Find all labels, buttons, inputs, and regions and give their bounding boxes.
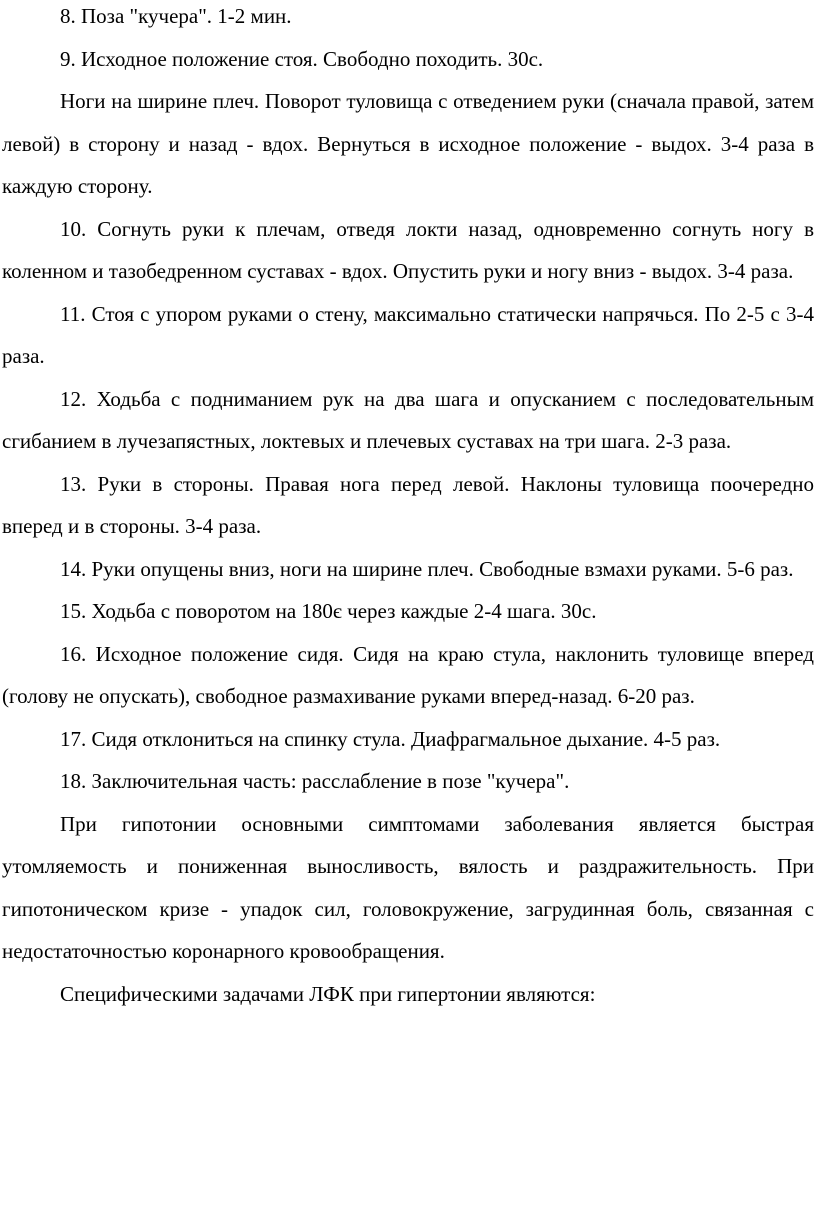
paragraph-item-15: 15. Ходьба с поворотом на 180є через каждые 2-4 шага. 30с. [60, 599, 597, 623]
paragraph-item-9: 9. Исходное положение стоя. Свободно походить. 30с. [60, 46, 544, 71]
paragraph-hypertension-tasks: Специфическими задачами ЛФК при гипертонии являются: [60, 981, 596, 1006]
paragraph-item-10: 10. Согнуть руки к плечам, отведя локти назад, одновременно согнуть ногу в коленном и тазобедренном суставах - вдох. Опустить руки и ногу вниз - выдох. 3-4 раза. [2, 216, 814, 283]
paragraph-item-17: 17. Сидя отклониться на спинку стула. Диафрагмальное дыхание. 4-5 раз. [60, 726, 721, 751]
paragraph-hypotension: При гипотонии основными симптомами заболевания является быстрая утомляемость и пониженная выносливость, вялость и раздражительность. При гипотоническом кризе - упадок сил, головокружение, загрудинная боль, связанная с недостаточностью коронарного кровообращения. [2, 811, 814, 963]
paragraph-item-16: 16. Исходное положение сидя. Сидя на краю стула, наклонить туловище вперед (голову не опускать), свободное размахивание руками вперед-назад. 6-20 раз. [2, 641, 814, 708]
paragraph-item-18: 18. Заключительная часть: расслабление в позе "кучера". [60, 769, 570, 793]
paragraph-item-14: 14. Руки опущены вниз, ноги на ширине плеч. Свободные взмахи руками. 5-6 раз. [60, 556, 794, 581]
paragraph-item-13: 13. Руки в стороны. Правая нога перед левой. Наклоны туловища поочередно вперед и в стороны. 3-4 раза. [2, 471, 814, 538]
paragraph-item-11: 11. Стоя с упором руками о стену, максимально статически напрячься. По 2-5 с 3-4 раза. [2, 301, 814, 368]
paragraph-item-12: 12. Ходьба с подниманием рук на два шага и опусканием с последовательным сгибанием в лучезапястных, локтевых и плечевых суставах на три шага. 2-3 раза. [2, 386, 814, 453]
paragraph-torso-rotation: Ноги на ширине плеч. Поворот туловища с отведением руки (сначала правой, затем левой) в сторону и назад - вдох. Вернуться в исходное положение - выдох. 3-4 раза в каждую сторону. [2, 89, 814, 198]
paragraph-item-8: 8. Поза "кучера". 1-2 мин. [60, 4, 292, 28]
